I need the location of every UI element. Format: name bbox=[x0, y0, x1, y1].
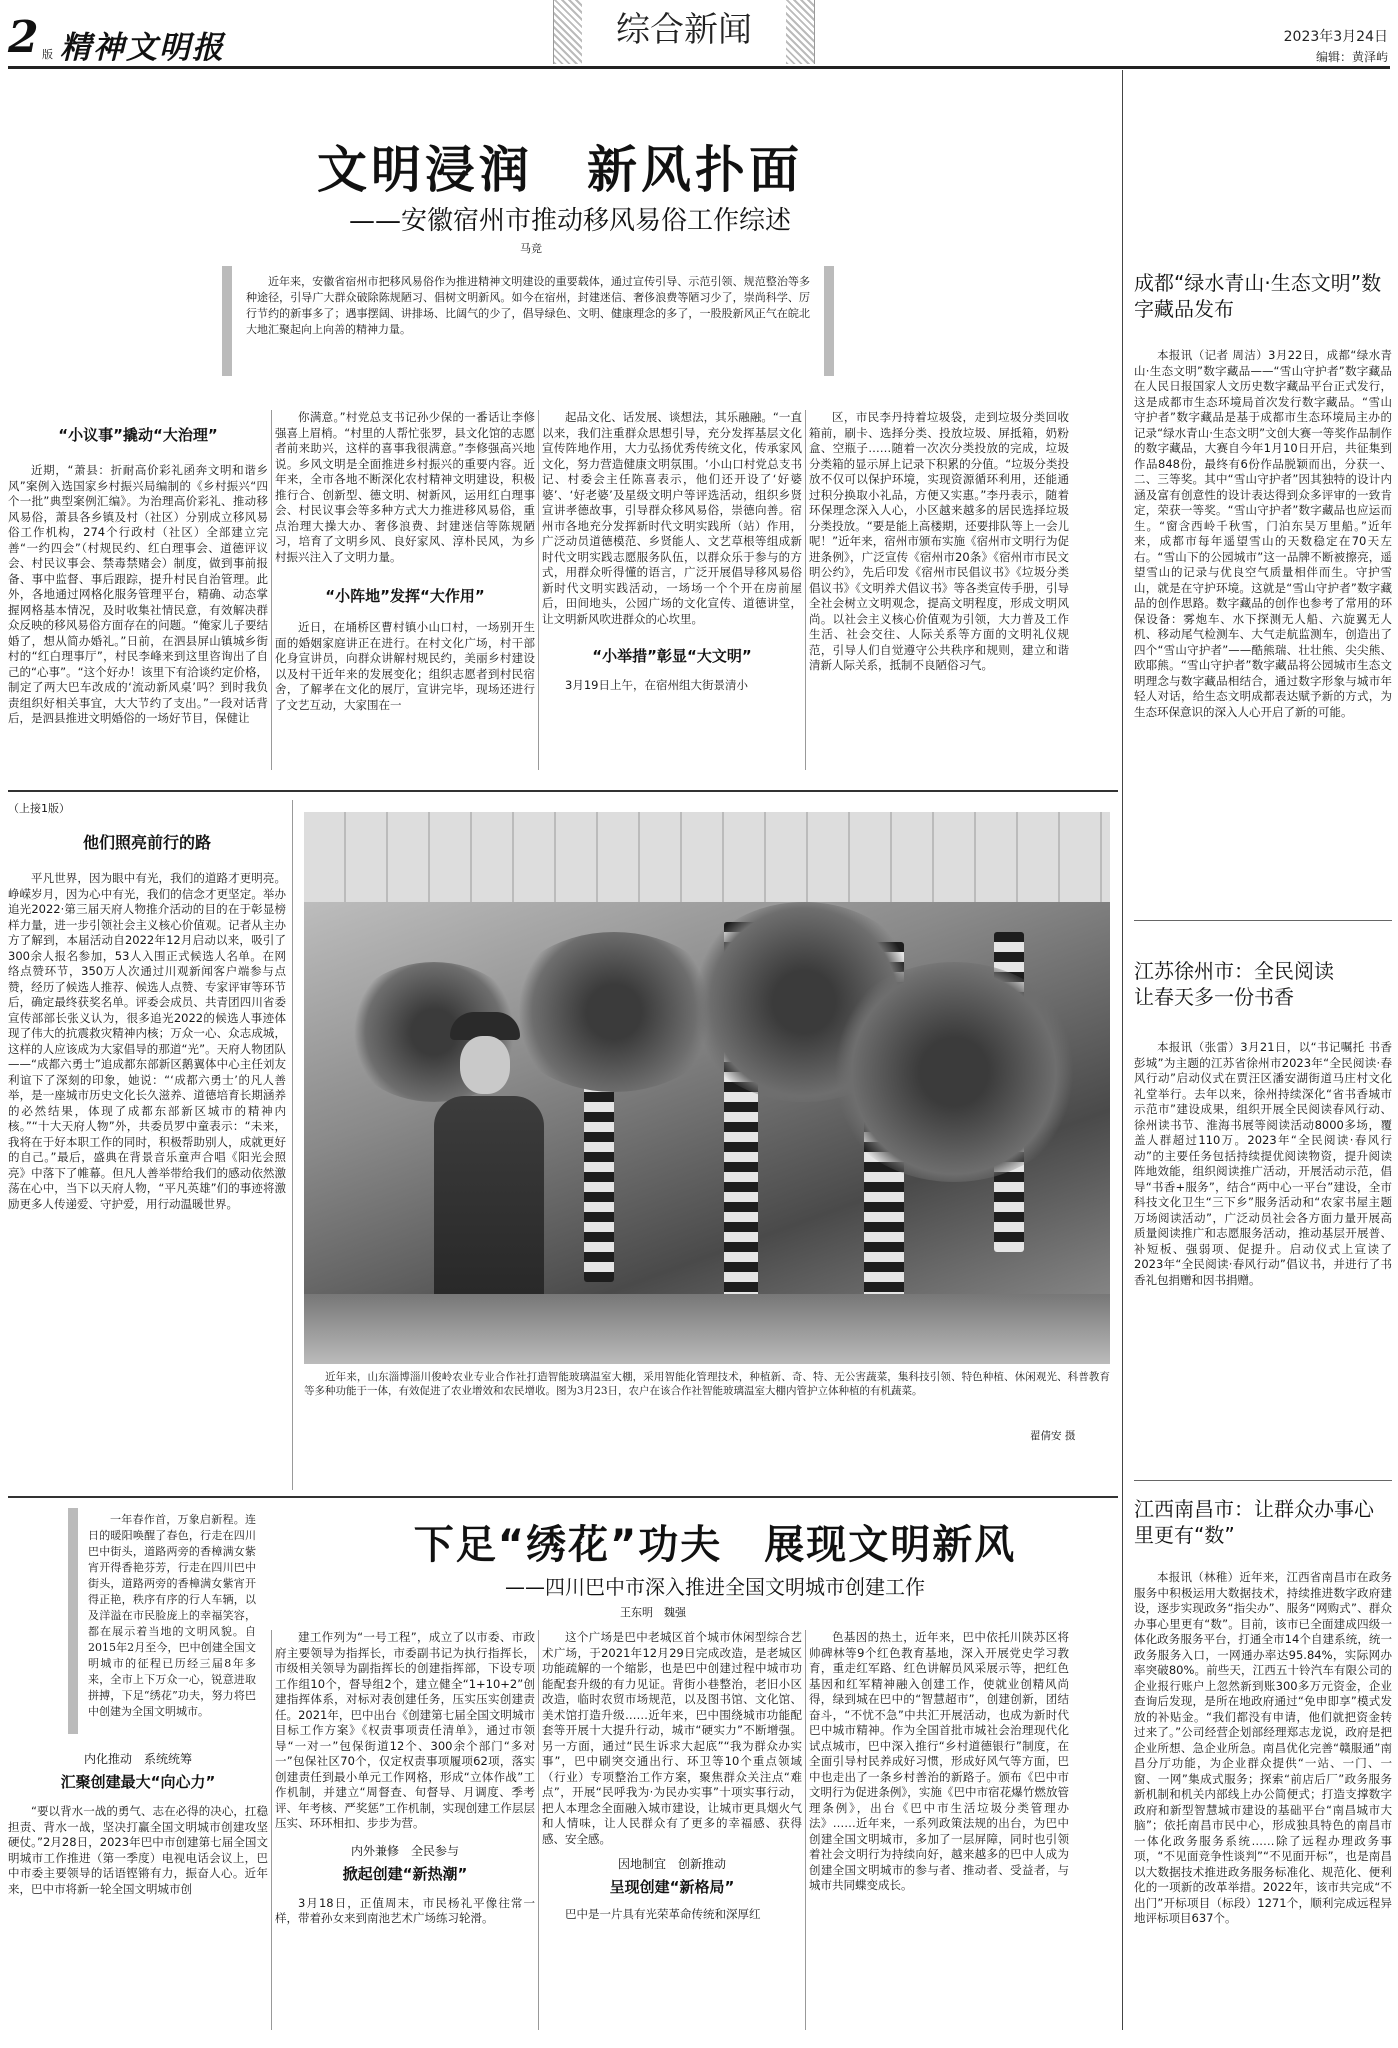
lead-intro-text: 近年来，安徽省宿州市把移风易俗作为推进精神文明建设的重要载体，通过宣传引导、示范引领、规范整治等多种途径，引导广大群众破除陈规陋习、倡树文明新风。如今在宿州，封建迷信、奢侈浪费等陋习少了，崇尚科学、厉行节约的新事多了；遇事摆阔、讲排场、比阔气的少了，倡导绿色、文明、健康理念的多了，一股股新风正气在皖北大地汇聚起向上向善的精神力量。 bbox=[246, 275, 810, 336]
chengdu-article bbox=[1134, 270, 1392, 900]
lower-kicker-2: 内外兼修 全民参与 bbox=[350, 1843, 459, 1858]
lead-column-3b-text: 3月19日上午，在宿州组大街景清小 bbox=[565, 678, 748, 692]
paper-logo: 精神文明报 bbox=[60, 30, 225, 66]
chengdu-headline: 成都“绿水青山·生态文明”数字藏品发布 bbox=[1134, 271, 1382, 321]
lower-headline: 下足“绣花”功夫 展现文明新风 bbox=[413, 1522, 1017, 1568]
right-column-divider bbox=[1122, 70, 1123, 2030]
photo-credit: 翟倩安 摄 bbox=[1030, 1430, 1076, 1442]
chengdu-body: 本报讯（记者 周洁）3月22日，成都“绿水青山·生态文明”数字藏品——“雪山守护者”数字藏品在人民日报国家人文历史数字藏品平台正式发行，这是成都市生态环境局首次发行数字藏品。“雪山守护者”数字藏品是基于成都市生态环境局主办的记录“绿水青山·生态文明”文创大赛一等奖作品制作的数字藏品，大赛自今年1月10日开启，共征集到作品848份，最终有6份作品脱颖而出，分获一、二、三等奖。其中“雪山守护者”因其独特的设计内涵及富有创意性的设计表达得到众多评审的一致肯定，荣获一等奖。“雪山守护者”数字藏品也应运而生。“窗含西岭千秋雪，门泊东吴万里船。”近年来，成都市每年遥望雪山的天数稳定在70天左右。“雪山下的公园城市”这一品牌不断被擦亮，遥望雪山的记录与优良空气质量相伴而生。守护雪山，就是在守护环境。这就是“雪山守护者”数字藏品的创作思路。数字藏品的创作也参考了常用的环保设备：雾炮车、水下探测无人船、六旋翼无人机、移动尾气检测车、大气走航监测车，创造出了四个“雪山守护者”——酷熊瑞、壮壮熊、尖尖熊、欧耶熊。“雪山守护者”数字藏品将公园城市生态文明理念与数字藏品相结合，通过数字形象与城市年轻人对话，给生态文明成都表达赋予新的方式，为生态环保意识的深入人心开启了新的可能。 bbox=[1134, 348, 1392, 719]
lead-subhead-3: “小举措”彰显“大文明” bbox=[592, 647, 752, 665]
greenhouse-roof bbox=[304, 812, 1110, 902]
column-divider bbox=[538, 410, 539, 770]
lead-byline: 马竞 bbox=[520, 242, 542, 255]
greenhouse-photo bbox=[304, 812, 1110, 1364]
lower-kicker-3: 因地制宜 创新推动 bbox=[617, 1857, 726, 1871]
lower-subhead-3: 呈现创建“新格局” bbox=[609, 1878, 735, 1896]
lead-column-2b-text: 近日，在埇桥区曹村镇小山口村，一场别开生面的婚姻家庭讲正在进行。在村文化广场，村干部化身宣讲员，向群众讲解村规民约，美丽乡村建设以及村干近年来的发展变化；组织志愿者到村民宿舍，了解孝在文化的展厅，宣讲完毕，现场还进行了文艺互动，大家围在一 bbox=[275, 620, 535, 712]
page-number-suffix: 版 bbox=[42, 48, 53, 61]
lower-byline: 王东明 魏强 bbox=[620, 1606, 686, 1619]
page-number: 2 bbox=[8, 12, 39, 63]
foliage bbox=[824, 962, 1084, 1182]
lower-column-1 bbox=[8, 1750, 268, 2040]
section-banner-left-shade bbox=[554, 0, 582, 64]
right-separator bbox=[1134, 920, 1392, 921]
xuzhou-headline: 江苏徐州市：全民阅读让春天多一份书香 bbox=[1134, 959, 1334, 1009]
lower-intro-box bbox=[68, 1508, 262, 1734]
xuzhou-article bbox=[1134, 958, 1392, 1478]
middle-top-rule bbox=[8, 790, 1118, 792]
lower-subhead-2: 掀起创建“新热潮” bbox=[342, 1864, 468, 1883]
lower-column-3 bbox=[542, 1630, 802, 2040]
column-divider bbox=[292, 800, 293, 1490]
lower-column-4-text: 色基因的热土，近年来，巴中依托川陕苏区将帅碑林等9个红色教育基地，深入开展党史学习教育，重走红军路、红色讲解员风采展示等，把红色基因和红军精神融入创建工作，使就业创精风尚得，绿到城在巴中的“智慧超市”，创建创新，团结奋斗，“不忧不急”中共汇开展活动，也成为新时代巴中城市精神。作为全国首批市城社会治理现代化试点城市，巴中深入推行“乡村道德银行”制度，在全面引导村民养成好习惯，形成好风气等方面，巴中也走出了一条乡村善治的新路子。颁布《巴中市文明行为促进条例》，实施《巴中市宿花爆竹燃放管理条例》，出台《巴中市生活垃圾分类管理办法》……近年来，一系列政策法规的出台，为巴中创建全国文明城市，多加了一层屏障，同时也引领着社会文明行为持续向好，越来越多的巴中人成为创建全国文明城市的参与者、推动者、受益者，与城市共同蝶变成长。 bbox=[809, 1630, 1069, 1892]
lower-column-2 bbox=[275, 1630, 535, 2040]
lead-subheadline: ——安徽宿州市推动移风易俗工作综述 bbox=[348, 206, 791, 236]
light-path-headline: 他们照亮前行的路 bbox=[82, 833, 211, 852]
lower-column-2b-text: 3月18日，正值周末，市民杨礼平像往常一样，带着孙女来到南池艺术广场练习轮滑。 bbox=[275, 1895, 535, 1925]
farmer-face bbox=[460, 1036, 510, 1094]
lead-subhead-2: “小阵地”发挥“大作用” bbox=[325, 587, 485, 605]
column-divider bbox=[271, 1630, 272, 2030]
lower-column-3-text: 这个广场是巴中老城区首个城市休闲型综合艺术广场，于2021年12月29日完成改造，是老城区功能疏解的一个缩影，也是巴中创建过程中城市功能配套升级的有力见证。背街小巷整治，老旧小区改造，临时农贸市场规范，以及图书馆、文化馆、美术馆打造升级……近年来，巴中围绕城市功能配套等开展十大提升行动，城市“硬实力”不断增强。另一方面，通过“民生诉求大起底”“我为群众办实事”，巴中刷突交通出行、环卫等10个重点领域（行业）专项整治工作方案，聚焦群众关注点“难点”，开展“民呼我为·为民办实事”十项实事行动，把人本理念全面融入城市建设，让城市更具烟火气和人情味，让人民群众有了更多的幸福感、获得感、安全感。 bbox=[542, 1630, 802, 1846]
lower-column-4 bbox=[809, 1630, 1069, 2040]
lead-column-1-text: 近期，“萧县：折耐高价彩礼函奔文明和谐乡风”案例入选国家乡村振兴局编制的《乡村振兴“四个一批”典型案例汇编》。为治理高价彩礼、推动移风易俗，萧县各乡镇及村（社区）分别成立移风易俗工作机构，274个行政村（社区）全部建立完善“一约四会”（村规民约、红白理事会、道德评议会、村民议事会、禁毒禁赌会）制度，做到事前报备、事中监督、事后跟踪，提升村民自治管理。此外，各地通过网格化服务管理平台，精确、动态掌握网格基本情况，及时收集社情民意，有效解决群众反映的移风易俗方面存在的问题。“俺家儿子要结婚了，想从简办婚礼。”日前，在泗县屏山镇城乡街村的“红白理事厅”，村民李峰来到这里咨询出了自己的“心事”。“这个好办！该里下有洽谈约定价格，制定了两大巴车改成的‘流动新风桌’吗？到时我负责组织好相关事宜，大大节约了支出。”一段对话背后，是泗县推进文明婚俗的一场好节目，保健让 bbox=[8, 463, 268, 725]
lead-column-2 bbox=[275, 410, 535, 770]
lead-intro-box bbox=[222, 266, 834, 376]
section-banner-right-shade bbox=[786, 0, 814, 64]
lower-column-1-text: “要以背水一战的勇气、志在必得的决心，扛稳担责、背水一战，坚决打赢全国文明城市创建攻坚硬仗。”2月28日，2023年巴中市创建第七届全国文明城市工作推进（第一季度）电视电话会议上，巴中市委主要领导的话语铿锵有力，振奋人心。近年来，巴中市将新一轮全国文明城市创 bbox=[8, 1804, 268, 1896]
nanchang-headline: 江西南昌市：让群众办事心里更有“数” bbox=[1134, 1497, 1374, 1547]
lead-headline: 文明浸润 新风扑面 bbox=[317, 141, 803, 199]
lead-subhead-1: “小议事”撬动“大治理” bbox=[58, 426, 218, 444]
lead-column-4-text: 区，市民李丹持着垃圾袋，走到垃圾分类回收箱前，刷卡、选择分类、投放垃圾、屏抵箱，奶粉盒、空瓶子……随着一次次分类投放的完成，垃圾分类箱的显示屏上记录下积累的分值。“垃圾分类投放不仅可以保护环境，实现资源循环利用，还能通过积分换取小礼品，方便又实惠。”李丹表示，随着环保理念深入人心，小区越来越多的居民选择垃圾分类投放。“要是能上高楼期，还要排队等上一会儿呢！”近年来，宿州市颁布实施《宿州市文明行为促进条例》，广泛宣传《宿州市20条》《宿州市市民文明公约》，先后印发《宿州市民倡议书》《垃圾分类倡议书》《文明养犬倡议书》等各类宣传手册，引导全社会树立文明观念，提高文明程度，形成文明风尚。以社会主义核心价值观为引领，大力普及工作生活、社会交往、人际关系等方面的文明礼仪规范，引导人们自觉遵守公共秩序和规则，建立和谐清新人际关系，抵制不良陋俗习气。 bbox=[809, 410, 1069, 672]
lower-kicker-1: 内化推动 系统统筹 bbox=[83, 1752, 192, 1766]
section-banner bbox=[553, 0, 815, 64]
light-path-article bbox=[8, 800, 286, 1490]
right-separator bbox=[1134, 1480, 1392, 1481]
section-title: 综合新闻 bbox=[616, 10, 752, 50]
lower-top-rule bbox=[8, 1496, 1118, 1498]
editor-credit: 编辑：黄泽屿 bbox=[1315, 50, 1388, 64]
lead-column-3 bbox=[542, 410, 802, 770]
issue-date: 2023年3月24日 bbox=[1283, 29, 1388, 45]
lower-subhead-1: 汇聚创建最大“向心力” bbox=[60, 1773, 216, 1791]
column-divider bbox=[538, 1630, 539, 2030]
lead-column-2-text: 你满意。”村党总支书记孙少保的一番话让李修强喜上眉梢。“村里的人帮忙张罗，县文化馆的志愿者前来助兴，这样的喜事我很满意。”李修强高兴地说。乡风文明是全面推进乡村振兴的重要内容。近年来，全市各地不断深化农村精神文明建设，积极推行合、创新型、德文明、树新风，运用红白理事会、村民议事会等多种方式大力推进移风易俗，重点治理大操大办、奢侈浪费、封建迷信等陈规陋习，培育了文明乡风、良好家风、淳朴民风，为乡村振兴注入了文明力量。 bbox=[275, 410, 535, 564]
header-rule bbox=[8, 66, 1390, 69]
lead-column-1 bbox=[8, 410, 268, 770]
greenhouse-floor bbox=[304, 1294, 1110, 1364]
lead-column-4 bbox=[809, 410, 1069, 770]
xuzhou-body: 本报讯（张雷）3月21日，以“书记嘱托 书香彭城”为主题的江苏省徐州市2023年“全民阅读·春风行动”启动仪式在贾汪区潘安湖街道马庄村文化礼堂举行。去年以来，徐州持续深化“省书香城市示范市”建设成果，组织开展全民阅读春风行动、徐州读书节、淮海书展等阅读活动8000多场，覆盖人群超过110万。2023年“全民阅读·春风行动”的主要任务包括持续提优阅读物资，提升阅读阵地效能，组织阅读推广活动，开展活动示范，倡导“书香+服务”，结合“两中心一平台”建设，全市科技文化卫生“三下乡”服务活动和“农家书屋主题万场阅读活动”，广泛动员社会各方面力量开展高质量阅读推广和志愿服务活动，推动基层开展普、补短板、强弱项、促提升。启动仪式上宣读了2023年“全民阅读·春风行动”倡议书，并进行了书香礼包捐赠和因书捐赠。 bbox=[1134, 1040, 1392, 1287]
column-divider bbox=[271, 410, 272, 770]
lower-subheadline: ——四川巴中市深入推进全国文明城市创建工作 bbox=[505, 1575, 925, 1599]
lower-column-3b-text: 巴中是一片具有光荣革命传统和深厚红 bbox=[565, 1907, 761, 1921]
column-divider bbox=[805, 410, 806, 770]
light-path-body: 平凡世界，因为眼中有光，我们的道路才更明亮。峥嵘岁月，因为心中有光，我们的信念才更坚定。举办追光2022·第三届天府人物推介活动的目的在于彰显榜样力量，进一步引领社会主义核心价值观。记者从主办方了解到，本届活动自2022年12月启动以来，吸引了300余人报名参加，53人入围正式候选人名单。在网络点赞环节，350万人次通过川观新闻客户端参与点赞，经历了候选人推荐、候选人点赞、专家评审等环节后，确定最终获奖名单。评委会成员、共青团四川省委宣传部部长张义认为，很多追光2022的候选人事迹体现了伟大的抗震救灾精神内核；万众一心、众志成城，这样的人应该成为大家倡导的那道“光”。天府人物团队——“成都六勇士”追成都东部新区鹅翼体中心主任刘友利谊下了深刻的印象，她说：“‘成都六勇士’的凡人善举，是一座城市历史文化长久滋养、道德培育长期涵养的必然结果，体现了成都东部新区城市的精神内核。”“十大天府人物”外，共委员罗中童表示：“未来，我将在于好本职工作的同时，积极帮助别人，成就更好的自己。”最后，盛典在背景音乐童声合唱《阳光会照亮》中落下了帷幕。但凡人善举带给我们的感动依然激荡在心中，当下以天府人物，“平凡英雄”们的事迹将激励更多人传递爱、守护爱，用行动温暖世界。 bbox=[8, 871, 286, 1211]
continued-from: （上接1版） bbox=[8, 802, 70, 815]
photo-caption-text: 近年来，山东淄博淄川俊岭农业专业合作社打造智能玻璃温室大棚，采用智能化管理技术，种植新、奇、特、无公害蔬菜，集科技引领、特色种植、休闲观光、科普教育等多种功能于一体，有效促进了农业增效和农民增收。图为3月23日，农户在该合作社智能玻璃温室大棚内管护立体种植的有机蔬菜。 bbox=[304, 1371, 1110, 1397]
photo-caption bbox=[304, 1370, 1110, 1430]
nanchang-body: 本报讯（林稚）近年来，江西省南昌市在政务服务中积极运用大数据技术，持续推进数字政府建设，逐步实现政务“指尖办”、服务“网购式”、群众办事心里更有“数”。目前，该市已全面建成四级一体化政务服务平台，打通全市14个自建系统，统一政务服务入口，一网通办率达95.84%，实际网办率突破80%。前些天，江西五十铃汽车有限公司的企业报行账户上忽然新到账300多万元资金，企业查询后发现，是所在地政府通过“免申即享”模式发放的补贴金。“我们都没有申请，他们就把资金转过来了。”公司经营企划部经理郑志龙说，政府是把企业所想、急企业所急。南昌优化完善“赣服通”南昌分厅功能，为企业群众提供“一站、一门、一窗、一网”集成式服务；探索“前店后厂”政务服务新机制和机关内部线上办公简便式；打造支撑数字政府和新型智慧城市建设的基础平台“南昌城市大脑”；依托南昌市民中心，形成独具特色的南昌市一体化政务服务系统……除了远程办理政务事项，“不见面竞争性谈判”“不见面开标”，也是南昌以大数据技术推进政务服务标准化、规范化、便利化的一项新的改革举措。2022年，该市共完成“不出门”开标项目（标段）1271个，顺利完成远程异地评标项目637个。 bbox=[1134, 1570, 1392, 1925]
lead-column-3-text: 起品文化、话发展、谈想法，其乐融融。“一直以来，我们注重群众思想引导，充分发挥基层文化宣传阵地作用，大力弘扬优秀传统文化，传承家风文化，努力营造健康文明氛围。‘小山口村党总支书记、村委会主任陈喜表示，他们还开设了‘好婆婆’、‘好老婆’及星级文明户等评选活动，组织乡贤宣讲孝德故事，引导群众移风易俗，崇德向善。宿州市各地充分发挥新时代文明实践所（站）作用，广泛动员道德模范、乡贤能人、文艺草根等组成新时代文明实践志愿服务队伍，以群众乐于参与的方式，用群众听得懂的语言，广泛开展倡导移风易俗新时代文明实践活动，一场场一个个开在房前屋后，田间地头，公园广场的文化宣传、道德讲堂，让文明新风吹进群众的心坎里。 bbox=[542, 410, 802, 626]
lower-column-2-text: 建工作列为“一号工程”，成立了以市委、市政府主要领导为指挥长，市委副书记为执行指挥长，市级相关领导为副指挥长的创建指挥部，下设专项工作组10个，督导组2个，建立健全“1+10+2”创建指挥体系，对标对表创建任务，压实压实创建责任。2021年，巴中出台《创建第七届全国文明城市目标工作方案》《权责事项责任清单》，通过市领导“一对一”包保街道12个、300余个部门“多对一”包保社区70个，仅定权责事项履项62项，落实创建责任到最小单元工作网格，形成“立体作战”工作机制，并建立“周督查、旬督导、月调度、季考评、年考核、严奖惩”工作机制，实现创建工作层层压实、环环相扣、步步为营。 bbox=[275, 1630, 535, 1830]
lower-intro-text: 一年春作首，万象启新程。连日的暖阳唤醒了春色，行走在四川巴中街头，道路两旁的香樟满女紫宵开得香艳芬芳，行走在四川巴中街头，道路两旁的香樟满女紫宵开得正艳，秩序有序的行人车辆，以及洋溢在市民脸庞上的幸福笑容，都在展示着当地的文明风貌。自2015年2月至今，巴中创建全国文明城市的征程已历经三届8年多来，全市上下万众一心，锐意进取拼搏，下足“绣花”功夫，努力将巴中创建为全国文明城市。 bbox=[88, 1513, 256, 1718]
column-divider bbox=[805, 1630, 806, 2030]
nanchang-article bbox=[1134, 1496, 1392, 2036]
